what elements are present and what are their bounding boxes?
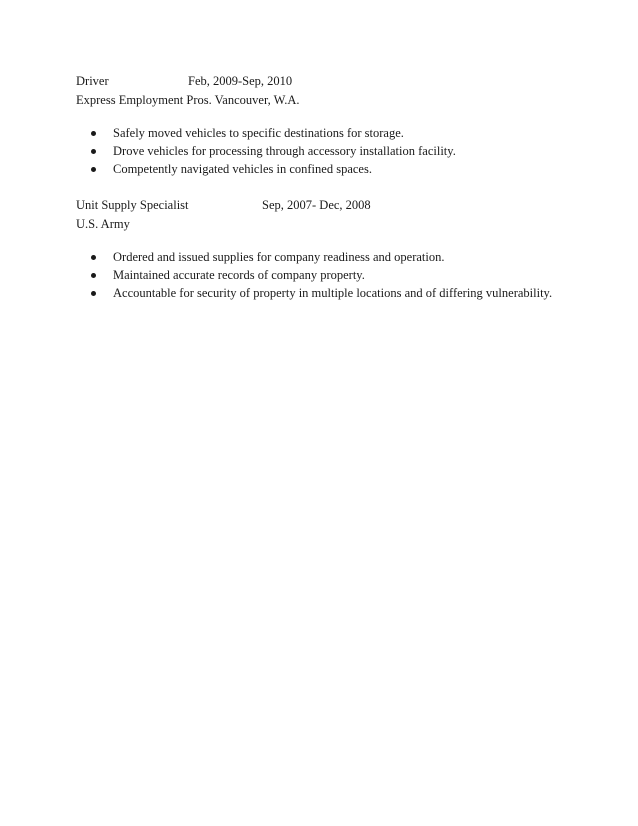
- list-item: [76, 284, 596, 302]
- job-header: [76, 196, 596, 215]
- employer-line: [76, 215, 596, 234]
- duty-text: Accountable for security of property in multiple locations and of differing vulnerability.: [113, 286, 553, 300]
- bullet-icon: [91, 255, 96, 260]
- job-header: [76, 72, 596, 91]
- job-duties-list: [76, 124, 596, 178]
- bullet-icon: [91, 291, 96, 296]
- job-entry-unit-supply: [76, 196, 596, 302]
- list-item: [76, 142, 596, 160]
- job-title: Unit Supply Specialist: [76, 198, 189, 212]
- job-title: Driver: [76, 74, 109, 88]
- list-item: [76, 124, 596, 142]
- employer-line: [76, 91, 596, 110]
- duty-text: Drove vehicles for processing through accessory installation facility.: [113, 144, 456, 158]
- job-employer: U.S. Army: [76, 217, 130, 231]
- job-dates: Sep, 2007- Dec, 2008: [262, 198, 371, 212]
- duty-text: Ordered and issued supplies for company readiness and operation.: [113, 250, 445, 264]
- duty-text: Competently navigated vehicles in confined spaces.: [113, 162, 372, 176]
- job-entry-driver: [76, 72, 596, 178]
- bullet-icon: [91, 167, 96, 172]
- list-item: [76, 160, 596, 178]
- duty-text: Safely moved vehicles to specific destinations for storage.: [113, 126, 404, 140]
- bullet-icon: [91, 131, 96, 136]
- duty-text: Maintained accurate records of company property.: [113, 268, 365, 282]
- bullet-icon: [91, 273, 96, 278]
- bullet-icon: [91, 149, 96, 154]
- list-item: [76, 248, 596, 266]
- list-item: [76, 266, 596, 284]
- job-duties-list: [76, 248, 596, 302]
- job-employer: Express Employment Pros. Vancouver, W.A.: [76, 93, 300, 107]
- job-dates: Feb, 2009-Sep, 2010: [188, 74, 293, 88]
